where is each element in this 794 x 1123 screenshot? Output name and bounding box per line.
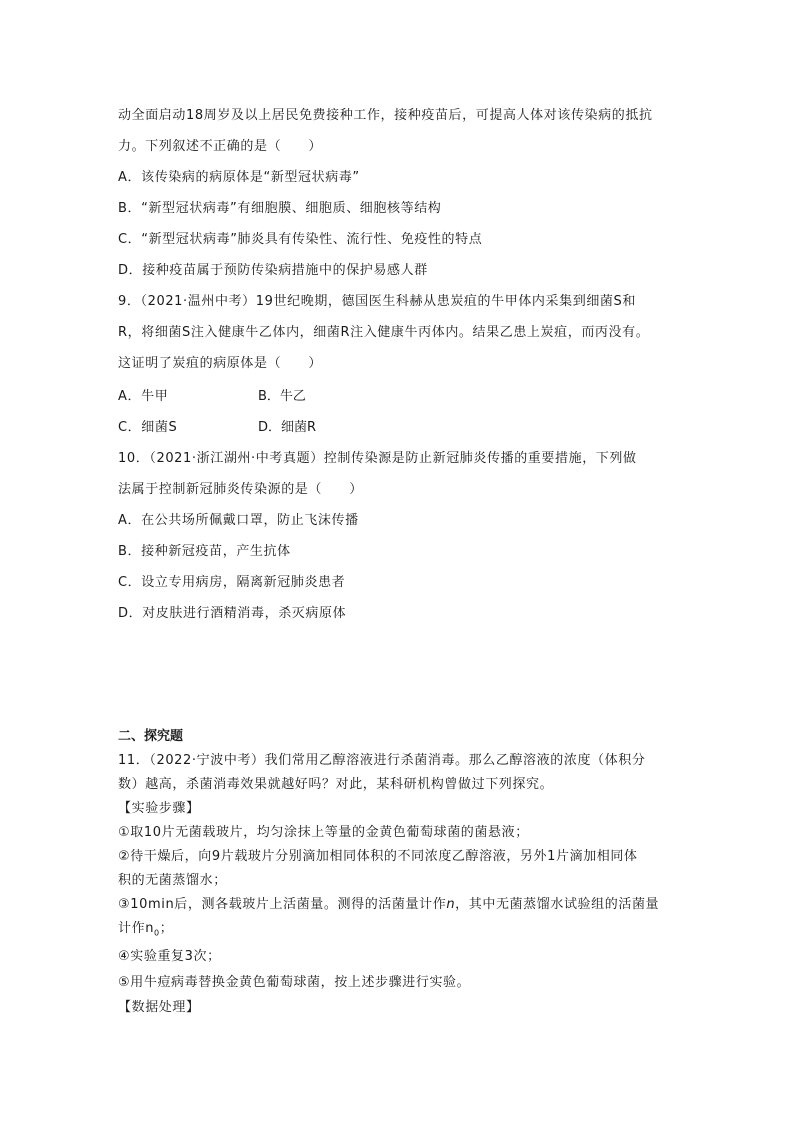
q9-option-c: C．细菌S [118, 420, 178, 435]
q11-step-3-line-2 [118, 917, 173, 938]
q8-line-2: 力。下列叙述不正确的是（ ） [118, 139, 323, 154]
q8-line-1: 动全面启动18周岁及以上居民免费接种工作，接种疫苗后，可提高人体对该传染病的抵抗 [118, 108, 653, 123]
q10-option-c: C．设立专用病房，隔离新冠肺炎患者 [118, 575, 346, 590]
q9-line-3: 这证明了炭疽的病原体是（ ） [118, 356, 323, 371]
q9-line-2: R，将细菌S注入健康牛乙体内，细菌R注入健康牛丙体内。结果乙患上炭疽，而丙没有。 [118, 325, 650, 340]
q11-step-1: ①取10片无菌载玻片，均匀涂抹上等量的金黄色葡萄球菌的菌悬液； [118, 825, 529, 840]
q11-steps-title: 【实验步骤】 [118, 801, 200, 816]
q11-step-2-line-1: ②待干燥后，向9片载玻片分别滴加相同体积的不同浓度乙醇溶液，另外1片滴加相同体 [118, 849, 638, 864]
q11-line-2: 数）越高，杀菌消毒效果就越好吗？对此，某科研机构曾做过下列探究。 [118, 777, 554, 792]
q10-line-1: 10．（2021·浙江湖州·中考真题）控制传染源是防止新冠肺炎传播的重要措施，下列做 [118, 451, 637, 466]
q10-option-d: D．对皮肤进行酒精消毒，杀灭病原体 [118, 606, 347, 621]
q9-option-b: B．牛乙 [258, 389, 306, 404]
q11-step-3-subscript: 0 [154, 928, 160, 938]
q11-step-5: ⑤用牛痘病毒替换金黄色葡萄球菌，按上述步骤进行实验。 [118, 975, 471, 990]
q10-line-2: 法属于控制新冠肺炎传染源的是（ ） [118, 482, 363, 497]
q11-data-title: 【数据处理】 [118, 1000, 200, 1015]
q11-step-3-text: ③10min后，测各载玻片上活菌量。测得的活菌量计作 [118, 897, 447, 912]
section-heading: 二、探究题 [118, 729, 184, 744]
q8-option-c: C．“新型冠状病毒”肺炎具有传染性、流行性、免疫性的特点 [118, 232, 483, 247]
q8-option-b: B．“新型冠状病毒”有细胞膜、细胞质、细胞核等结构 [118, 201, 442, 216]
q8-option-a: A．该传染病的病原体是“新型冠状病毒” [118, 170, 360, 185]
q11-step-3-line-2-tail: ； [159, 921, 174, 936]
q8-option-d: D．接种疫苗属于预防传染病措施中的保护易感人群 [118, 263, 428, 278]
q11-step-3-tail: ，其中无菌蒸馏水试验组的活菌量 [455, 897, 660, 912]
q9-option-d: D．细菌R [258, 420, 317, 435]
q11-step-2-line-2: 积的无菌蒸馏水； [118, 873, 227, 888]
q11-step-3-line-2-text: 计作n [118, 921, 155, 936]
q11-step-3-line-1 [118, 893, 659, 912]
q10-option-b: B．接种新冠疫苗，产生抗体 [118, 544, 291, 559]
q11-step-4: ④实验重复3次； [118, 949, 221, 964]
q10-option-a: A．在公共场所佩戴口罩，防止飞沫传播 [118, 513, 359, 528]
q9-option-a: A．牛甲 [118, 389, 169, 404]
q11-line-1: 11．（2022·宁波中考）我们常用乙醇溶液进行杀菌消毒。那么乙醇溶液的浓度（体积分 [118, 753, 646, 768]
q9-line-1: 9．（2021·温州中考）19世纪晚期，德国医生科赫从患炭疽的牛甲体内采集到细菌S和 [118, 294, 636, 309]
q11-step-3-variable: n [446, 897, 456, 912]
